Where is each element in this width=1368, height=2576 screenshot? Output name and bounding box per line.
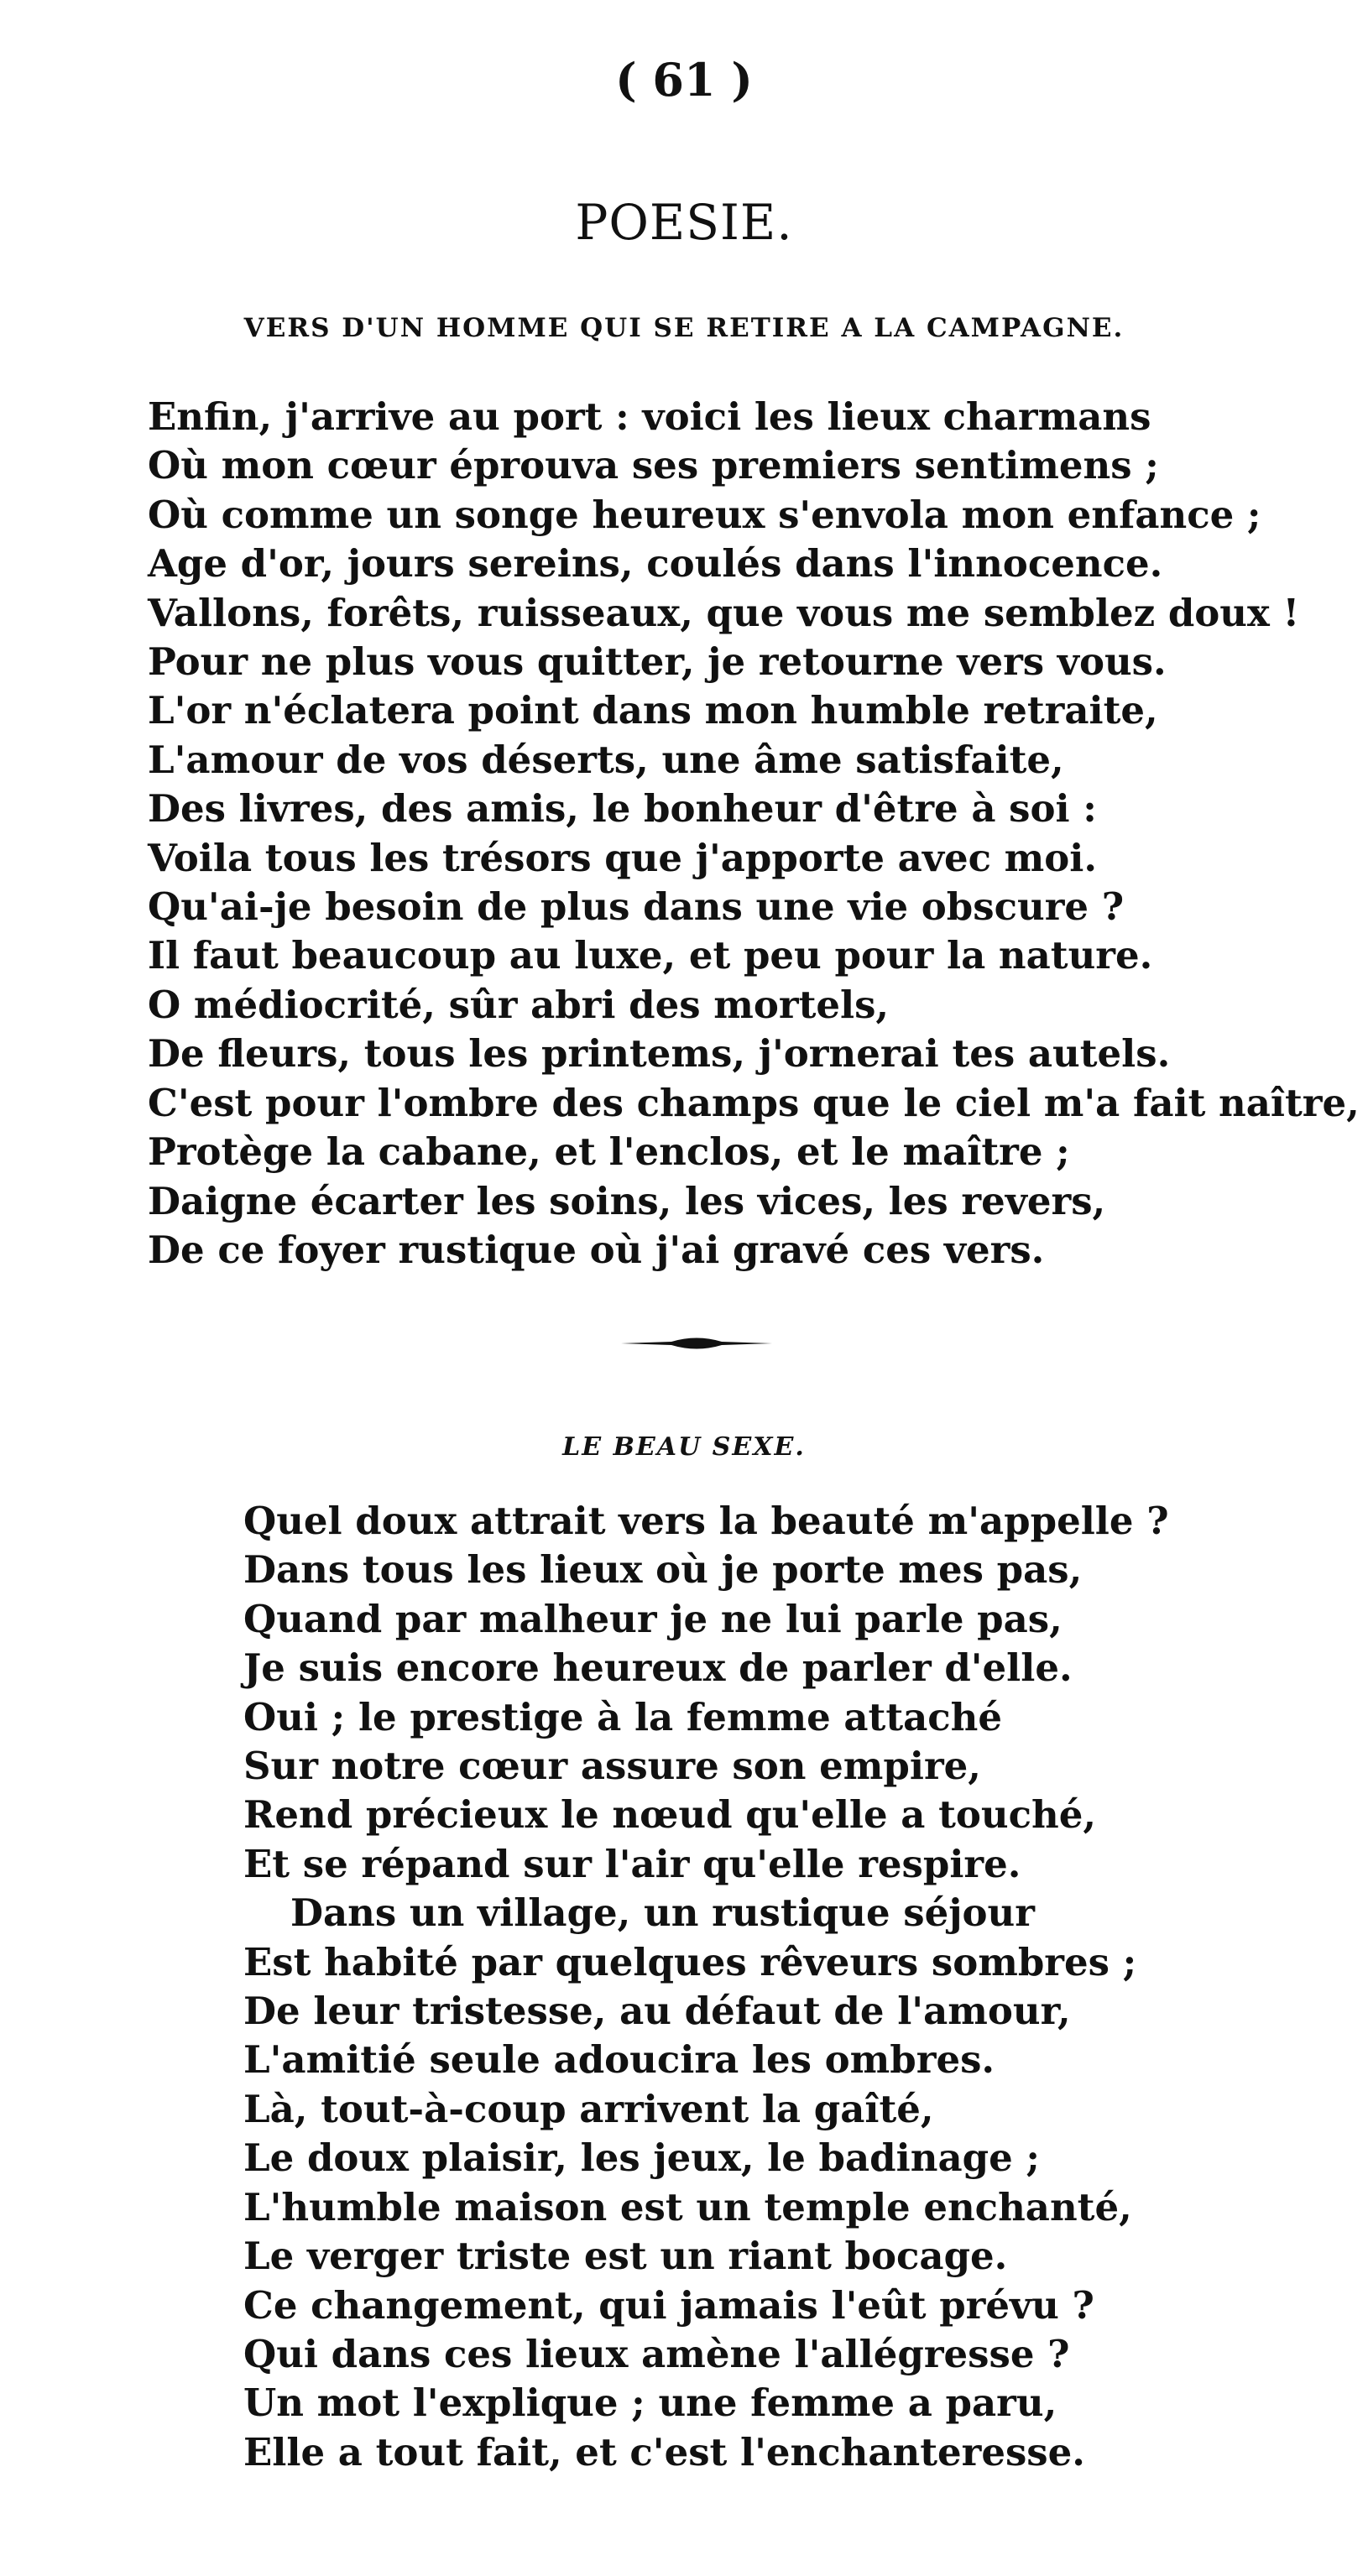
verse-line: Qui dans ces lieux amène l'allégresse ? [243, 2331, 1070, 2376]
verse-line: Quand par malheur je ne lui parle pas, [243, 1596, 1063, 1641]
verse-line: Un mot l'explique ; une femme a paru, [243, 2380, 1057, 2426]
verse-line: Elle a tout fait, et c'est l'enchanteresse. [243, 2429, 1085, 2474]
poem-1 [148, 393, 1360, 1275]
verse-line: Qu'ai-je besoin de plus dans une vie obscure ? [148, 884, 1125, 930]
verse-line: Pour ne plus vous quitter, je retourne vers vous. [148, 639, 1167, 685]
section-title: POESIE. [575, 194, 793, 251]
verse-line: Dans un village, un rustique séjour [290, 1890, 1035, 1936]
verse-line: Le verger triste est un riant bocage. [243, 2234, 1008, 2279]
verse-line: Age d'or, jours sereins, coulés dans l'innocence. [148, 541, 1163, 587]
verse-line: Daigne écarter les soins, les vices, les revers, [148, 1178, 1106, 1223]
verse-line: O médiocrité, sûr abri des mortels, [148, 982, 890, 1027]
verse-line: Je suis encore heureux de parler d'elle. [243, 1645, 1073, 1691]
verse-line: Voila tous les trésors que j'apporte avec moi. [148, 835, 1098, 880]
verse-line: Sur notre cœur assure son empire, [243, 1744, 981, 1789]
verse-line: C'est pour l'ombre des champs que le ciel m'a fait naître, [148, 1080, 1360, 1125]
poem-title-1: VERS D'UN HOMME QUI SE RETIRE A LA CAMPAGNE. [243, 313, 1125, 343]
verse-line: Oui ; le prestige à la femme attaché [243, 1694, 1003, 1739]
verse-line: Ce changement, qui jamais l'eût prévu ? [243, 2282, 1094, 2328]
verse-line: Et se répand sur l'air qu'elle respire. [243, 1841, 1021, 1886]
verse-line: Dans tous les lieux où je porte mes pas, [243, 1547, 1083, 1593]
verse-line: Est habité par quelques rêveurs sombres ; [243, 1939, 1137, 1984]
verse-line: Quel doux attrait vers la beauté m'appelle ? [243, 1499, 1169, 1543]
verse-line: Le doux plaisir, les jeux, le badinage ; [243, 2135, 1040, 2181]
verse-line: Où comme un songe heureux s'envola mon enfance ; [148, 492, 1261, 537]
verse-line: Enfin, j'arrive au port : voici les lieux charmans [148, 394, 1151, 439]
verse-line: Il faut beaucoup au luxe, et peu pour la nature. [148, 933, 1153, 978]
verse-line: L'humble maison est un temple enchanté, [243, 2184, 1132, 2229]
page-number: ( 61 ) [615, 53, 753, 107]
verse-line: Rend précieux le nœud qu'elle a touché, [243, 1792, 1097, 1838]
verse-line: Où mon cœur éprouva ses premiers sentimens ; [148, 443, 1159, 488]
verse-line: L'amour de vos déserts, une âme satisfaite, [148, 737, 1064, 782]
verse-line: Là, tout-à-coup arrivent la gaîté, [243, 2086, 934, 2131]
poem-title-2: LE BEAU SEXE. [562, 1432, 806, 1462]
verse-line: De ce foyer rustique où j'ai gravé ces vers. [148, 1227, 1045, 1272]
verse-line: Des livres, des amis, le bonheur d'être à soi : [148, 786, 1097, 832]
verse-line: Protège la cabane, et l'enclos, et le maître ; [148, 1129, 1070, 1175]
ornamental-rule-icon [621, 1334, 772, 1353]
verse-line: De fleurs, tous les printems, j'ornerai tes autels. [148, 1031, 1171, 1077]
verse-line: De leur tristesse, au défaut de l'amour, [243, 1989, 1071, 2034]
verse-line: L'amitié seule adoucira les ombres. [243, 2037, 995, 2083]
poem-2 [243, 1497, 1169, 2477]
verse-line: L'or n'éclatera point dans mon humble retraite, [148, 688, 1158, 733]
verse-line: Vallons, forêts, ruisseaux, que vous me semblez doux ! [148, 590, 1300, 635]
